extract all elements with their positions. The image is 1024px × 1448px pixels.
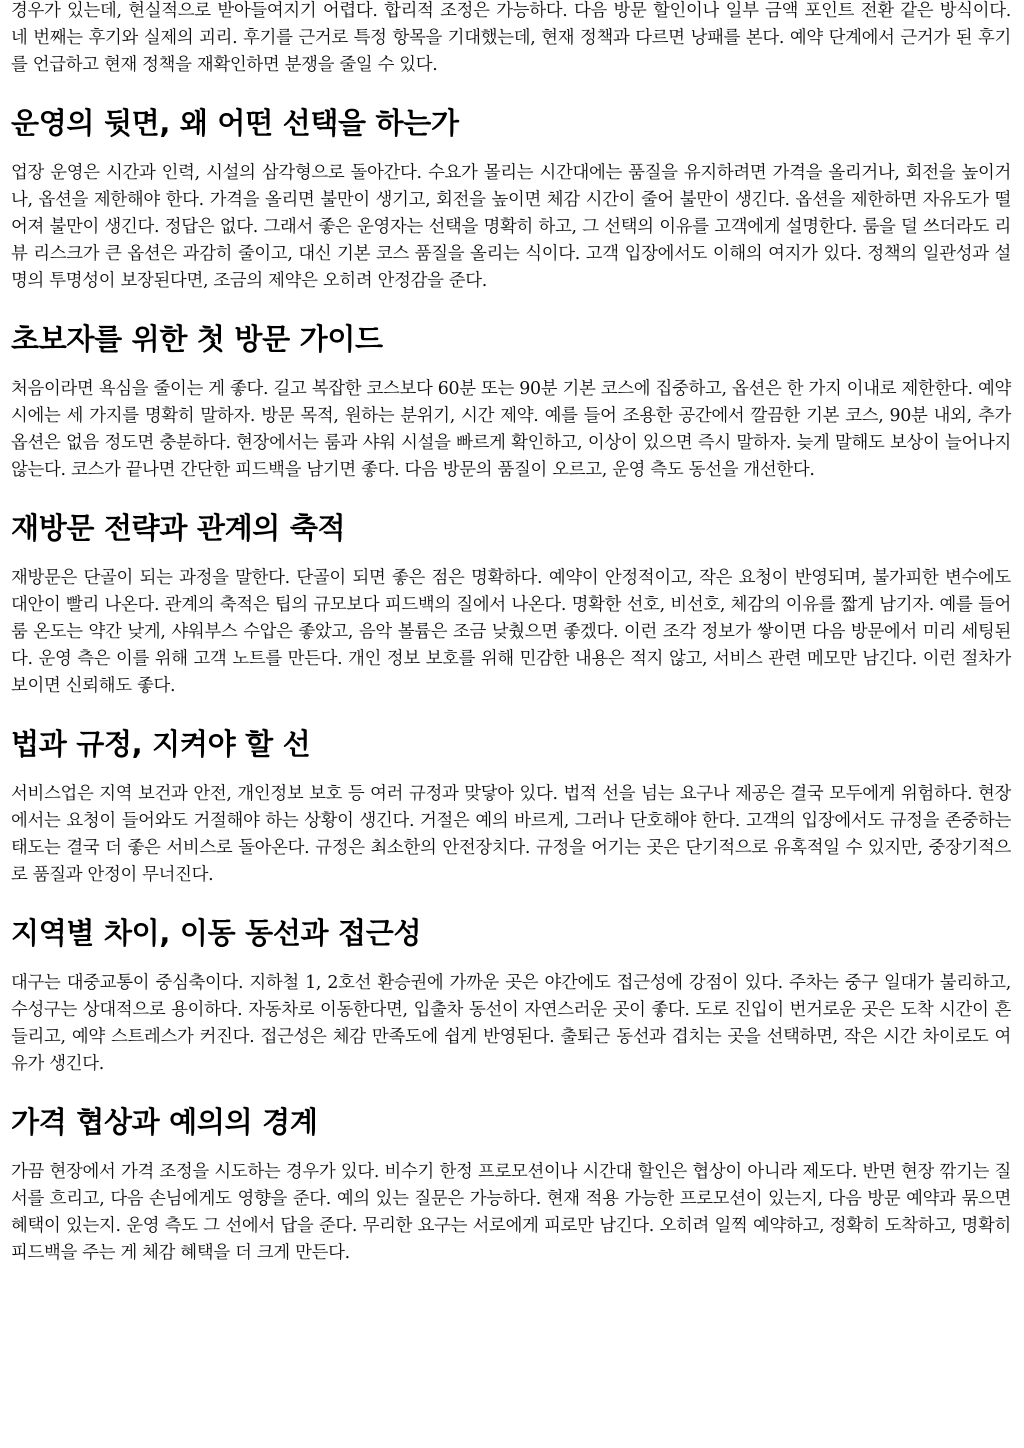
intro-paragraph: 경우가 있는데, 현실적으로 받아들여지기 어렵다. 합리적 조정은 가능하다. 다음 방문 할인이나 일부 금액 포인트 전환 같은 방식이다. 네 번째는 후기와 실제의 괴리. 후기를 근거로 특정 항목을 기대했는데, 현재 정책과 다르면 낭패를 본다. 예약 단계에서 근거가 된 후기를 언급하고 현재 정책을 재확인하면 분쟁을 줄일 수 있다. bbox=[11, 1, 1011, 75]
section-heading-law-regulations: 법과 규정, 지켜야 할 선 bbox=[11, 727, 311, 761]
section-heading-operations: 운영의 뒷면, 왜 어떤 선택을 하는가 bbox=[11, 106, 459, 140]
section-heading-revisit-strategy: 재방문 전략과 관계의 축적 bbox=[11, 511, 346, 545]
section-heading-regional-access: 지역별 차이, 이동 동선과 접근성 bbox=[11, 916, 422, 950]
section-heading-price-negotiation: 가격 협상과 예의의 경계 bbox=[11, 1105, 318, 1139]
section-paragraph-regional-access: 대구는 대중교통이 중심축이다. 지하철 1, 2호선 환승권에 가까운 곳은 야간에도 접근성에 강점이 있다. 주차는 중구 일대가 불리하고, 수성구는 상대적으로 용이하다. 자동차로 이동한다면, 입출차 동선이 자연스러운 곳이 좋다. 도로 진입이 번거로운 곳은 도착 시간이 흔들리고, 예약 스트레스가 커진다. 접근성은 체감 만족도에 쉽게 반영된다. 출퇴근 동선과 겹치는 곳을 선택하면, 작은 시간 차이로도 여유가 생긴다. bbox=[11, 973, 1011, 1074]
section-paragraph-beginner-guide: 처음이라면 욕심을 줄이는 게 좋다. 길고 복잡한 코스보다 60분 또는 90분 기본 코스에 집중하고, 옵션은 한 가지 이내로 제한한다. 예약 시에는 세 가지를 명확히 말하자. 방문 목적, 원하는 분위기, 시간 제약. 예를 들어 조용한 공간에서 깔끔한 기본 코스, 90분 내외, 추가 옵션은 없음 정도면 충분하다. 현장에서는 룸과 샤워 시설을 빠르게 확인하고, 이상이 있으면 즉시 말하자. 늦게 말해도 보상이 늘어나지 않는다. 코스가 끝나면 간단한 피드백을 남기면 좋다. 다음 방문의 품질이 오르고, 운영 측도 동선을 개선한다. bbox=[11, 379, 1011, 480]
section-heading-beginner-guide: 초보자를 위한 첫 방문 가이드 bbox=[11, 322, 383, 356]
section-paragraph-price-negotiation: 가끔 현장에서 가격 조정을 시도하는 경우가 있다. 비수기 한정 프로모션이나 시간대 할인은 협상이 아니라 제도다. 반면 현장 깎기는 질서를 흐리고, 다음 손님에게도 영향을 준다. 예의 있는 질문은 가능하다. 현재 적용 가능한 프로모션이 있는지, 다음 방문 예약과 묶으면 혜택이 있는지. 운영 측도 그 선에서 답을 준다. 무리한 요구는 서로에게 피로만 남긴다. 오히려 일찍 예약하고, 정확히 도착하고, 명확히 피드백을 주는 게 체감 혜택을 더 크게 만든다. bbox=[11, 1162, 1011, 1263]
section-paragraph-operations: 업장 운영은 시간과 인력, 시설의 삼각형으로 돌아간다. 수요가 몰리는 시간대에는 품질을 유지하려면 가격을 올리거나, 회전을 높이거나, 옵션을 제한해야 한다. 가격을 올리면 불만이 생기고, 회전을 높이면 체감 시간이 줄어 불만이 생긴다. 옵션을 제한하면 자유도가 떨어져 불만이 생긴다. 정답은 없다. 그래서 좋은 운영자는 선택을 명확히 하고, 그 선택의 이유를 고객에게 설명한다. 룸을 덜 쓰더라도 리뷰 리스크가 큰 옵션은 과감히 줄이고, 대신 기본 코스 품질을 올리는 식이다. 고객 입장에서도 이해의 여지가 있다. 정책의 일관성과 설명의 투명성이 보장된다면, 조금의 제약은 오히려 안정감을 준다. bbox=[11, 163, 1011, 291]
article-body bbox=[11, 0, 1011, 1267]
section-paragraph-revisit-strategy: 재방문은 단골이 되는 과정을 말한다. 단골이 되면 좋은 점은 명확하다. 예약이 안정적이고, 작은 요청이 반영되며, 불가피한 변수에도 대안이 빨리 나온다. 관계의 축적은 팁의 규모보다 피드백의 질에서 나온다. 명확한 선호, 비선호, 체감의 이유를 짧게 남기자. 예를 들어 룸 온도는 약간 낮게, 샤워부스 수압은 좋았고, 음악 볼륨은 조금 낮췄으면 좋겠다. 이런 조각 정보가 쌓이면 다음 방문에서 미리 세팅된다. 운영 측은 이를 위해 고객 노트를 만든다. 개인 정보 보호를 위해 민감한 내용은 적지 않고, 서비스 관련 메모만 남긴다. 이런 절차가 보이면 신뢰해도 좋다. bbox=[11, 568, 1011, 696]
section-paragraph-law-regulations: 서비스업은 지역 보건과 안전, 개인정보 보호 등 여러 규정과 맞닿아 있다. 법적 선을 넘는 요구나 제공은 결국 모두에게 위험하다. 현장에서는 요청이 들어와도 거절해야 하는 상황이 생긴다. 거절은 예의 바르게, 그러나 단호해야 한다. 고객의 입장에서도 규정을 존중하는 태도는 결국 더 좋은 서비스로 돌아온다. 규정은 최소한의 안전장치다. 규정을 어기는 곳은 단기적으로 유혹적일 수 있지만, 중장기적으로 품질과 안정이 무너진다. bbox=[11, 784, 1011, 885]
